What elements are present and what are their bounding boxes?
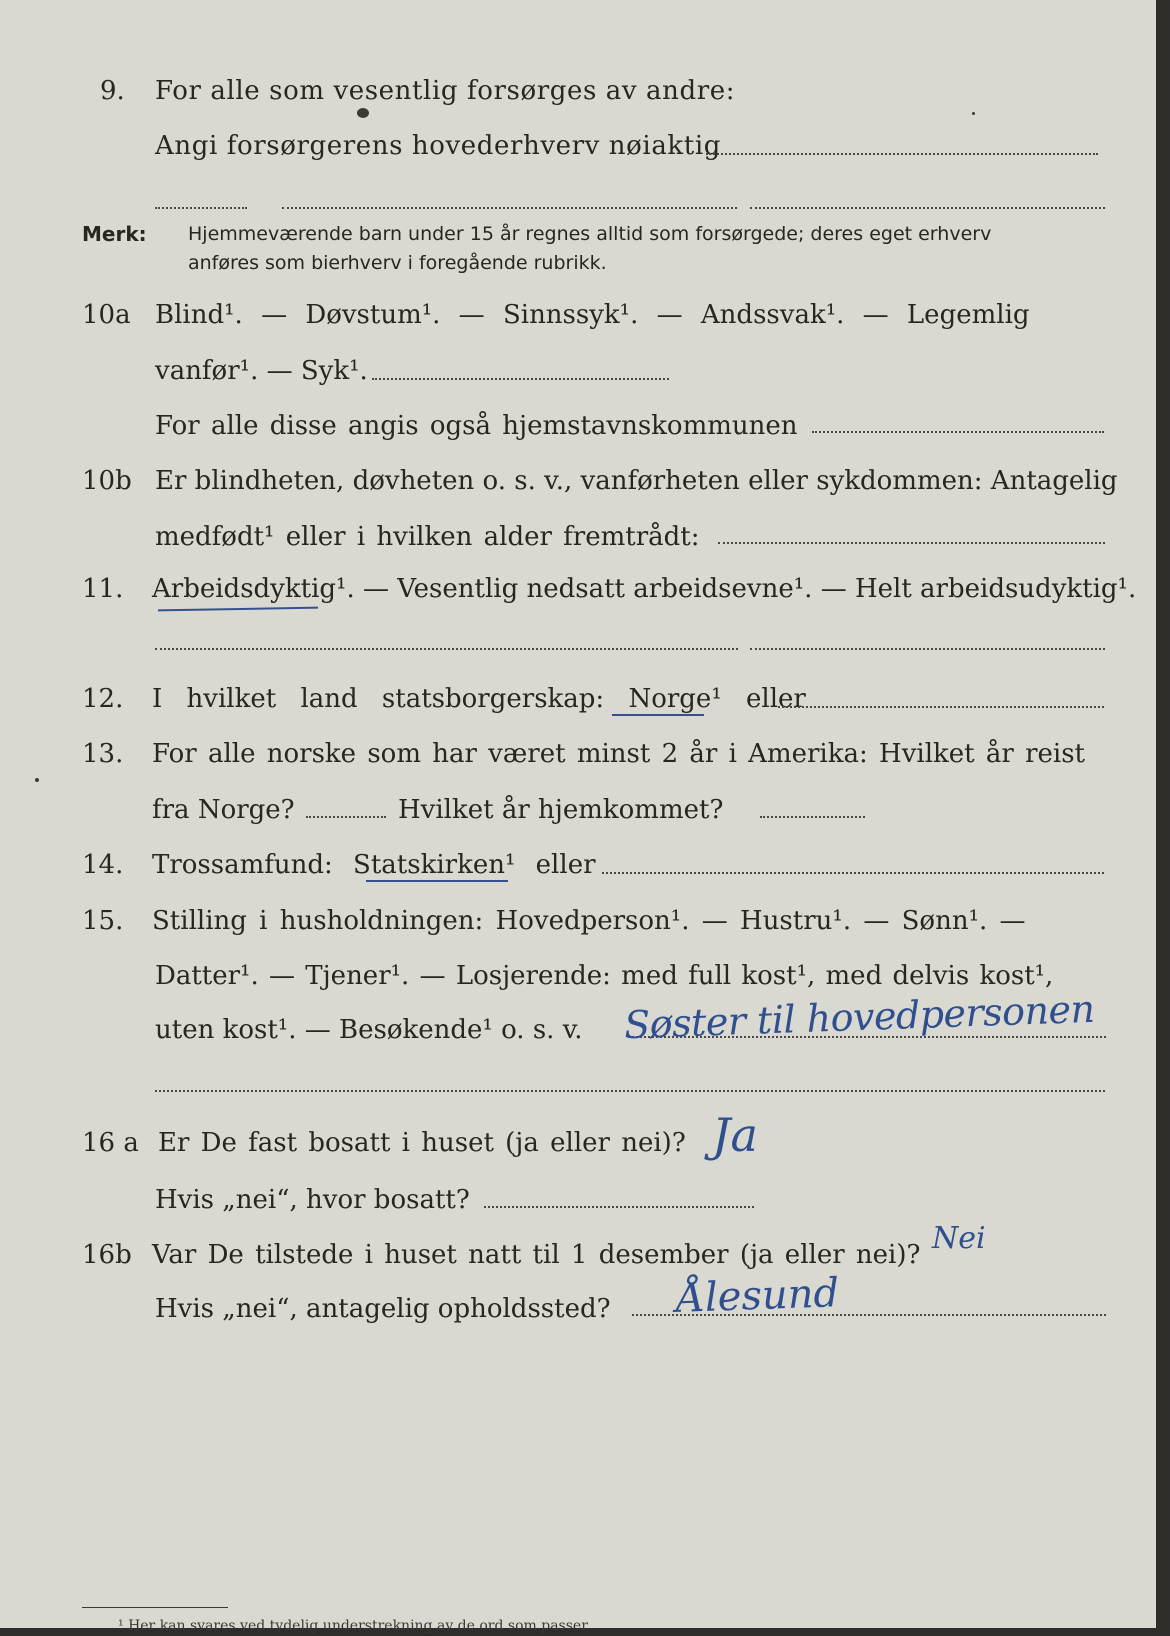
q9-answer-line-2c xyxy=(750,207,1105,209)
q11-number: 11. xyxy=(82,574,124,604)
q16b-number: 16b xyxy=(82,1240,132,1270)
q16a-line1: Er De fast bosatt i huset (ja eller nei)? xyxy=(158,1128,686,1158)
ink-blot xyxy=(357,108,369,118)
q10a-answer-line-1 xyxy=(372,378,669,380)
q9-line1: For alle som vesentlig forsørges av andre: xyxy=(155,76,736,106)
q13-line1: For alle norske som har været minst 2 år i Amerika: Hvilket år reist xyxy=(152,739,1085,769)
q9-line2: Angi forsørgerens hovederhverv nøiaktig xyxy=(155,131,721,161)
merk-line1: Hjemmeværende barn under 15 år regnes alltid som forsørgede; deres eget erhverv xyxy=(188,223,992,245)
q15-answer-line-2 xyxy=(155,1090,1105,1092)
q10b-line1: Er blindheten, døvheten o. s. v., vanførheten eller sykdommen: Antagelig xyxy=(155,466,1118,496)
q15-line3: uten kost¹. — Besøkende¹ o. s. v. xyxy=(155,1015,583,1045)
q10a-line3: For alle disse angis også hjemstavnskommunen xyxy=(155,411,798,441)
q9-answer-line-1 xyxy=(706,153,1098,155)
q15-handwritten-answer: Søster til hovedpersonen xyxy=(623,986,1096,1048)
merk-line2: anføres som bierhverv i foregående rubrikk. xyxy=(188,252,607,274)
q16b-handwritten-answer: Nei xyxy=(932,1221,986,1256)
q10b-answer-line xyxy=(718,542,1105,544)
q9-answer-line-2a xyxy=(155,207,247,209)
q10a-line2: vanfør¹. — Syk¹. xyxy=(155,356,368,386)
q10b-line2: medfødt¹ eller i hvilken alder fremtrådt: xyxy=(155,522,700,552)
ink-speck-2 xyxy=(972,112,975,115)
q9-number: 9. xyxy=(100,76,125,106)
q11-arbeidsdyktig-underline xyxy=(158,607,318,612)
q15-number: 15. xyxy=(82,906,124,936)
q13-number: 13. xyxy=(82,739,124,769)
q11-line1: Arbeidsdyktig¹. — Vesentlig nedsatt arbeidsevne¹. — Helt arbeidsudyktig¹. xyxy=(152,574,1137,604)
q16a-line2: Hvis „nei“, hvor bosatt? xyxy=(155,1185,470,1215)
q16b-line1: Var De tilstede i huset natt til 1 desember (ja eller nei)? xyxy=(152,1240,921,1270)
q16b-handwritten-answer2: Ålesund xyxy=(675,1270,840,1322)
q10a-line1: Blind¹. — Døvstum¹. — Sinnssyk¹. — Andssvak¹. — Legemlig xyxy=(155,300,1030,330)
q13-line2b: Hvilket år hjemkommet? xyxy=(398,795,724,825)
q15-line1: Stilling i husholdningen: Hovedperson¹. — Hustru¹. — Sønn¹. — xyxy=(152,906,1026,936)
q15-line2: Datter¹. — Tjener¹. — Losjerende: med full kost¹, med delvis kost¹, xyxy=(155,961,1054,991)
ink-speck xyxy=(35,778,39,782)
q12-answer-line xyxy=(778,706,1104,708)
q14-number: 14. xyxy=(82,850,124,880)
q14-answer-line xyxy=(602,872,1104,874)
q12-norge-underline xyxy=(612,714,704,716)
q11-answer-line-b xyxy=(750,648,1105,650)
q16b-line2: Hvis „nei“, antagelig opholdssted? xyxy=(155,1294,611,1324)
q10a-answer-line-2 xyxy=(812,431,1104,433)
q13-answer-line-b xyxy=(760,816,865,818)
q12-line1: I hvilket land statsborgerskap: Norge¹ eller xyxy=(152,684,806,714)
q16a-handwritten-answer: Ja xyxy=(712,1108,758,1162)
q13-line2a: fra Norge? xyxy=(152,795,295,825)
q16a-number: 16 a xyxy=(82,1128,139,1158)
merk-label: Merk: xyxy=(82,222,147,246)
q13-answer-line-a xyxy=(306,816,386,818)
q9-answer-line-2b xyxy=(282,207,737,209)
footnote-rule xyxy=(82,1607,228,1608)
footnote: ¹ Her kan svares ved tydelig understrekning av de ord som passer. xyxy=(118,1618,591,1634)
q10a-number: 10a xyxy=(82,300,131,330)
q12-number: 12. xyxy=(82,684,124,714)
q14-statskirken-underline xyxy=(366,880,508,882)
q14-line1: Trossamfund: Statskirken¹ eller xyxy=(152,850,596,880)
q10b-number: 10b xyxy=(82,466,132,496)
q11-answer-line-a xyxy=(155,648,738,650)
q16a-answer-line xyxy=(484,1206,754,1208)
